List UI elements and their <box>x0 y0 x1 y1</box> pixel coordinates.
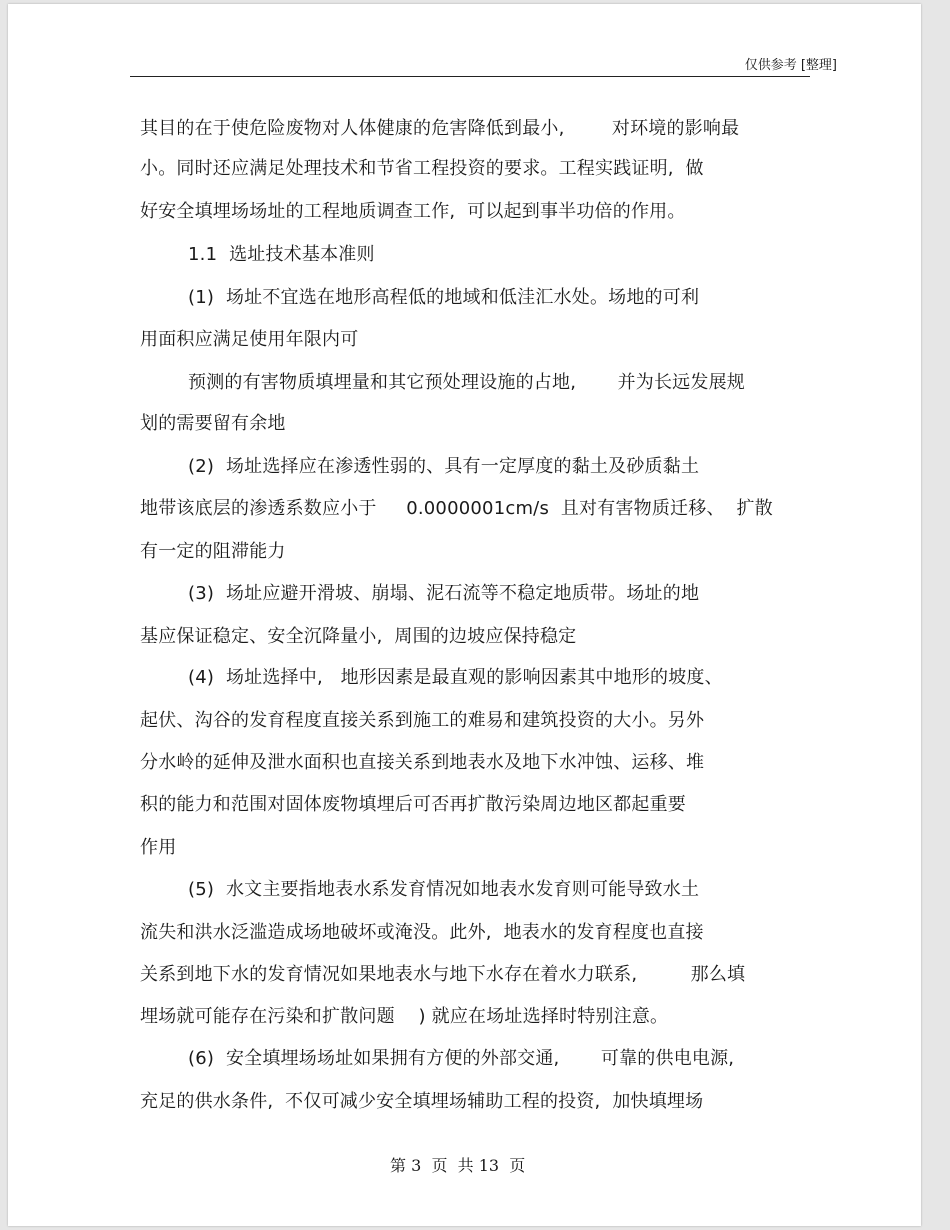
body-line: 地带该底层的渗透系数应小于 0.0000001cm/s 且对有害物质迁移、 扩散 <box>140 498 773 519</box>
page-footer: 第 3 页 共 13 页 <box>390 1156 526 1175</box>
body-line: 分水岭的延伸及泄水面积也直接关系到地表水及地下水冲蚀、运移、堆 <box>140 752 705 773</box>
body-line: 其目的在于使危险废物对人体健康的危害降低到最小, 对环境的影响最 <box>140 118 740 139</box>
body-line: 充足的供水条件, 不仅可减少安全填埋场辅助工程的投资, 加快填埋场 <box>140 1091 704 1112</box>
body-line: 基应保证稳定、安全沉降量小, 周围的边坡应保持稳定 <box>140 626 577 647</box>
body-line: (5) 水文主要指地表水系发育情况如地表水发育则可能导致水土 <box>188 879 700 900</box>
body-line: 埋场就可能存在污染和扩散问题 ) 就应在场址选择时特别注意。 <box>140 1006 669 1027</box>
body-line: (3) 场址应避开滑坡、崩塌、泥石流等不稳定地质带。场址的地 <box>188 583 700 604</box>
body-line: (2) 场址选择应在渗透性弱的、具有一定厚度的黏土及砂质黏土 <box>188 456 700 477</box>
body-line: 流失和洪水泛滥造成场地破坏或淹没。此外, 地表水的发育程度也直接 <box>140 922 704 943</box>
body-line: 起伏、沟谷的发育程度直接关系到施工的难易和建筑投资的大小。另外 <box>140 710 705 731</box>
body-line: (1) 场址不宜选在地形高程低的地域和低洼汇水处。场地的可利 <box>188 287 700 308</box>
page-header: 仅供参考 [整理] <box>744 58 837 73</box>
section-heading: 1.1 选址技术基本准则 <box>188 244 375 265</box>
body-line: 小。同时还应满足处理技术和节省工程投资的要求。工程实践证明, 做 <box>140 158 704 179</box>
document-page <box>8 4 921 1226</box>
body-line: 用面积应满足使用年限内可 <box>140 329 359 350</box>
body-line: 划的需要留有余地 <box>140 413 286 434</box>
body-line: 有一定的阻滞能力 <box>140 541 286 562</box>
body-line: 作用 <box>140 837 177 858</box>
body-line: 关系到地下水的发育情况如果地表水与地下水存在着水力联系, 那么填 <box>140 964 746 985</box>
body-line: 预测的有害物质填埋量和其它预处理设施的占地, 并为长远发展规 <box>188 372 745 393</box>
header-divider <box>130 76 810 77</box>
body-line: 好安全填埋场场址的工程地质调查工作, 可以起到事半功倍的作用。 <box>140 201 686 222</box>
body-line: 积的能力和范围对固体废物填埋后可否再扩散污染周边地区都起重要 <box>140 794 686 815</box>
body-line: (4) 场址选择中, 地形因素是最直观的影响因素其中地形的坡度、 <box>188 667 723 688</box>
body-line: (6) 安全填埋场场址如果拥有方便的外部交通, 可靠的供电电源, <box>188 1048 735 1069</box>
